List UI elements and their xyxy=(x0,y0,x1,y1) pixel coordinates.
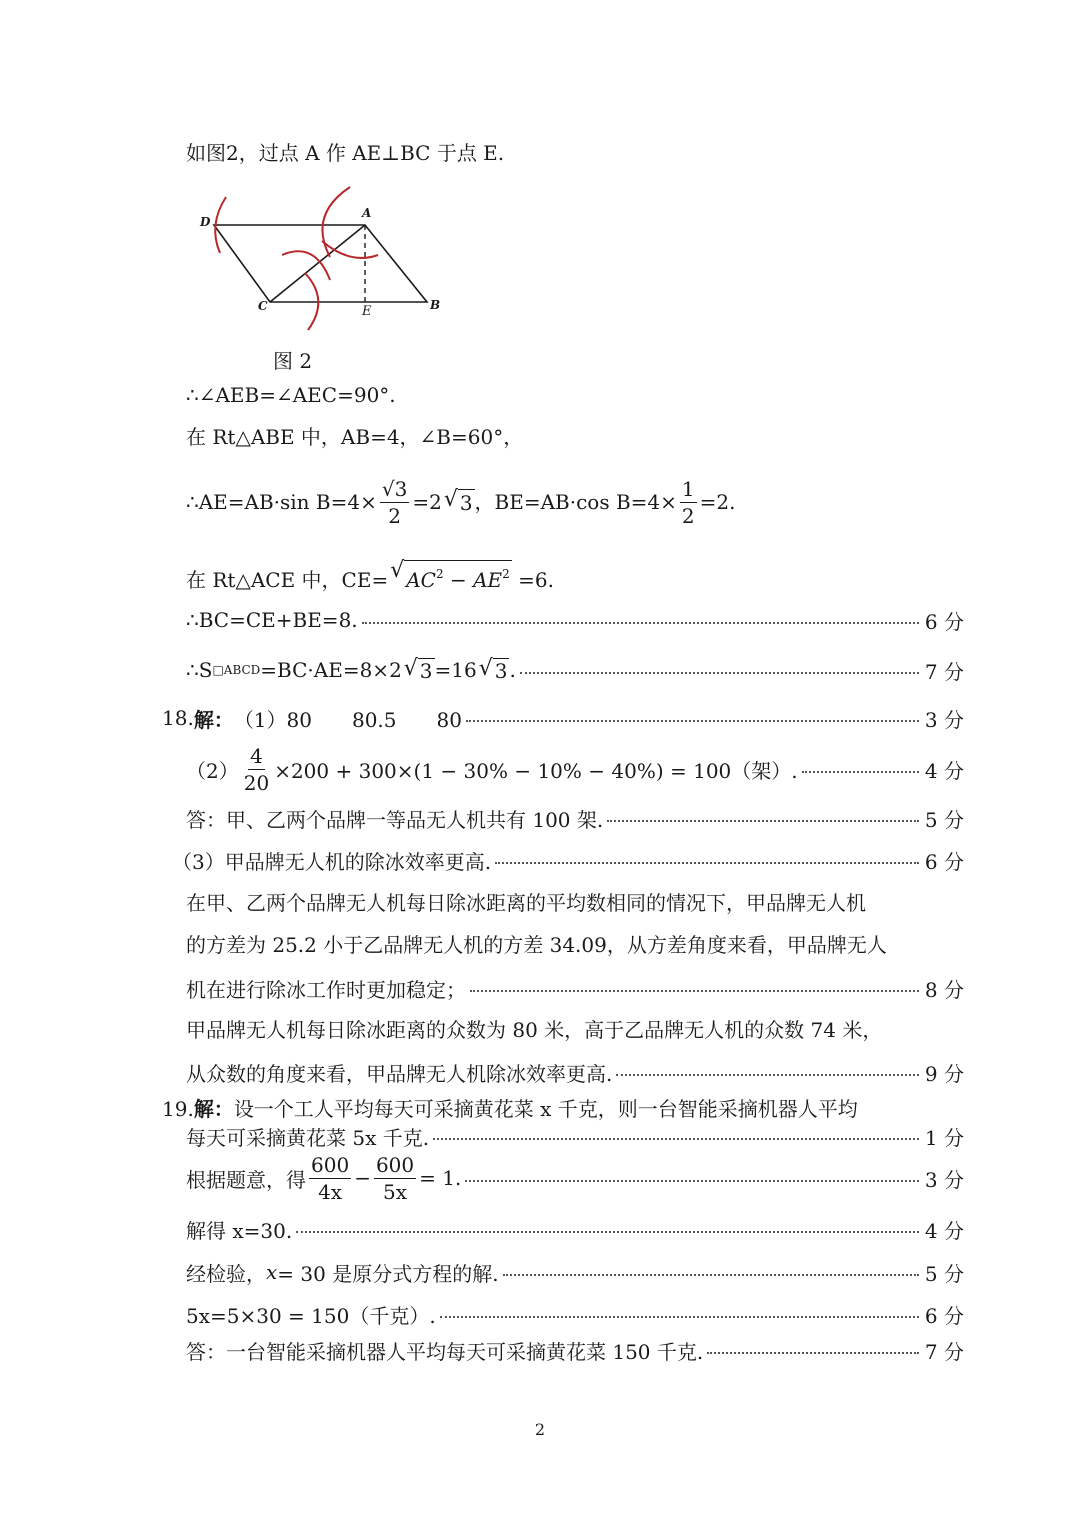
score: 6 分 xyxy=(924,849,964,874)
q18-ans-row: 答：甲、乙两个品牌一等品无人机共有 100 架. 5 分 xyxy=(186,804,964,832)
label-a: A xyxy=(362,206,372,220)
q19-line-6: 5x=5×30 = 150（千克）. 6 分 xyxy=(186,1300,964,1328)
q19-line-2: 每天可采摘黄花菜 5x 千克. 1 分 xyxy=(186,1122,964,1150)
score: 9 分 xyxy=(924,1061,964,1086)
rt-abe-line: 在 Rt△ABE 中，AB=4，∠B=60°， xyxy=(186,425,524,449)
ae-be-line: ∴AE=AB·sin B=4× $\frac{√3}{2}$ =2 √ 3 ，BE=AB·cos B=4× $\frac{1}{2}$ =2. xyxy=(186,472,735,532)
score: 4 分 xyxy=(924,758,964,783)
sqrt-3: √ 3 xyxy=(444,489,475,516)
label-e: E xyxy=(362,304,372,319)
rt-ace-line: 在 Rt△ACE 中，CE=√ $AC^2 - AE^2 =6$. xyxy=(186,560,554,593)
bc-row: ∴BC=CE+BE=8. 6 分 xyxy=(186,606,964,634)
q19-line-4: 解得 x=30. 4 分 xyxy=(186,1215,964,1243)
question-number: 19. xyxy=(162,1097,194,1121)
score: 3 分 xyxy=(924,1167,964,1192)
question-number: 18. xyxy=(162,706,194,730)
arc-c-1 xyxy=(282,251,330,280)
page-number: 2 xyxy=(534,1420,546,1439)
arc-a-1 xyxy=(322,187,350,257)
q18-line-3: 机在进行除冰工作时更加稳定； 8 分 xyxy=(186,974,964,1002)
label-c: C xyxy=(258,299,268,313)
fraction-1-over-2: $\frac{1}{2}$ xyxy=(681,476,695,528)
area-row: ∴S □ABCD =BC·AE=8×2 √ 3 =16 √ 3 . 7 分 xyxy=(186,656,964,684)
score: 1 分 xyxy=(924,1125,964,1150)
angles-line: ∴∠AEB=∠AEC=90°. xyxy=(186,383,396,407)
score: 4 分 xyxy=(924,1218,964,1243)
score: 6 分 xyxy=(924,1303,964,1328)
score: 5 分 xyxy=(924,807,964,832)
q19-line-3: 根据题意，得 $\frac{600}{4x}$ − $\frac{600}{5x}$ = 1. 3 分 xyxy=(186,1152,964,1204)
geometry-figure xyxy=(190,185,450,335)
q18-line-2: 的方差为 25.2 小于乙品牌无人机的方差 34.09，从方差角度来看，甲品牌无人 xyxy=(186,933,887,957)
diagonal-ac xyxy=(270,225,365,302)
q18-line-5: 从众数的角度来看，甲品牌无人机除冰效率更高. 9 分 xyxy=(186,1058,964,1086)
score: 7 分 xyxy=(924,1339,964,1364)
q18-p2-row: （2） $\frac{4}{20}$ ×200 + 300×(1 − 30% − 10% − 40%) = 100（架）. 4 分 xyxy=(186,743,964,795)
label-d: D xyxy=(200,215,211,229)
q18-line-1: 在甲、乙两个品牌无人机每日除冰距离的平均数相同的情况下，甲品牌无人机 xyxy=(186,891,866,915)
arc-a-2 xyxy=(322,241,378,258)
q19-line-7: 答：一台智能采摘机器人平均每天可采摘黄花菜 150 千克. 7 分 xyxy=(186,1336,964,1364)
q18-p1-row: 18. 解： （1）80 80.5 80 3 分 xyxy=(162,704,964,732)
q19-line-5: 经检验， x = 30 是原分式方程的解. 5 分 xyxy=(186,1258,964,1286)
fraction-600-over-5x: $\frac{600}{5x}$ xyxy=(375,1152,415,1204)
score: 8 分 xyxy=(924,977,964,1002)
score: 7 分 xyxy=(924,659,964,684)
fraction-600-over-4x: $\frac{600}{4x}$ xyxy=(311,1152,350,1204)
sqrt-ac-ae: √ $AC^2 - AE^2$ xyxy=(390,560,512,593)
score: 3 分 xyxy=(924,707,964,732)
score: 6 分 xyxy=(924,609,964,634)
figure-caption: 图 2 xyxy=(273,349,313,373)
q19-line-1: 19.解：设一个工人平均每天可采摘黄花菜 x 千克，则一台智能采摘机器人平均 xyxy=(162,1097,858,1121)
q18-line-4: 甲品牌无人机每日除冰距离的众数为 80 米，高于乙品牌无人机的众数 74 米， xyxy=(186,1018,883,1042)
q18-p3-row: （3）甲品牌无人机的除冰效率更高. 6 分 xyxy=(172,846,964,874)
score: 5 分 xyxy=(924,1261,964,1286)
intro-line: 如图2，过点 A 作 AE⊥BC 于点 E. xyxy=(186,141,505,165)
label-b: B xyxy=(430,298,441,312)
fraction-sqrt3-over-2: $\frac{√3}{2}$ xyxy=(381,476,408,528)
fraction-4-over-20: $\frac{4}{20}$ xyxy=(243,743,270,795)
